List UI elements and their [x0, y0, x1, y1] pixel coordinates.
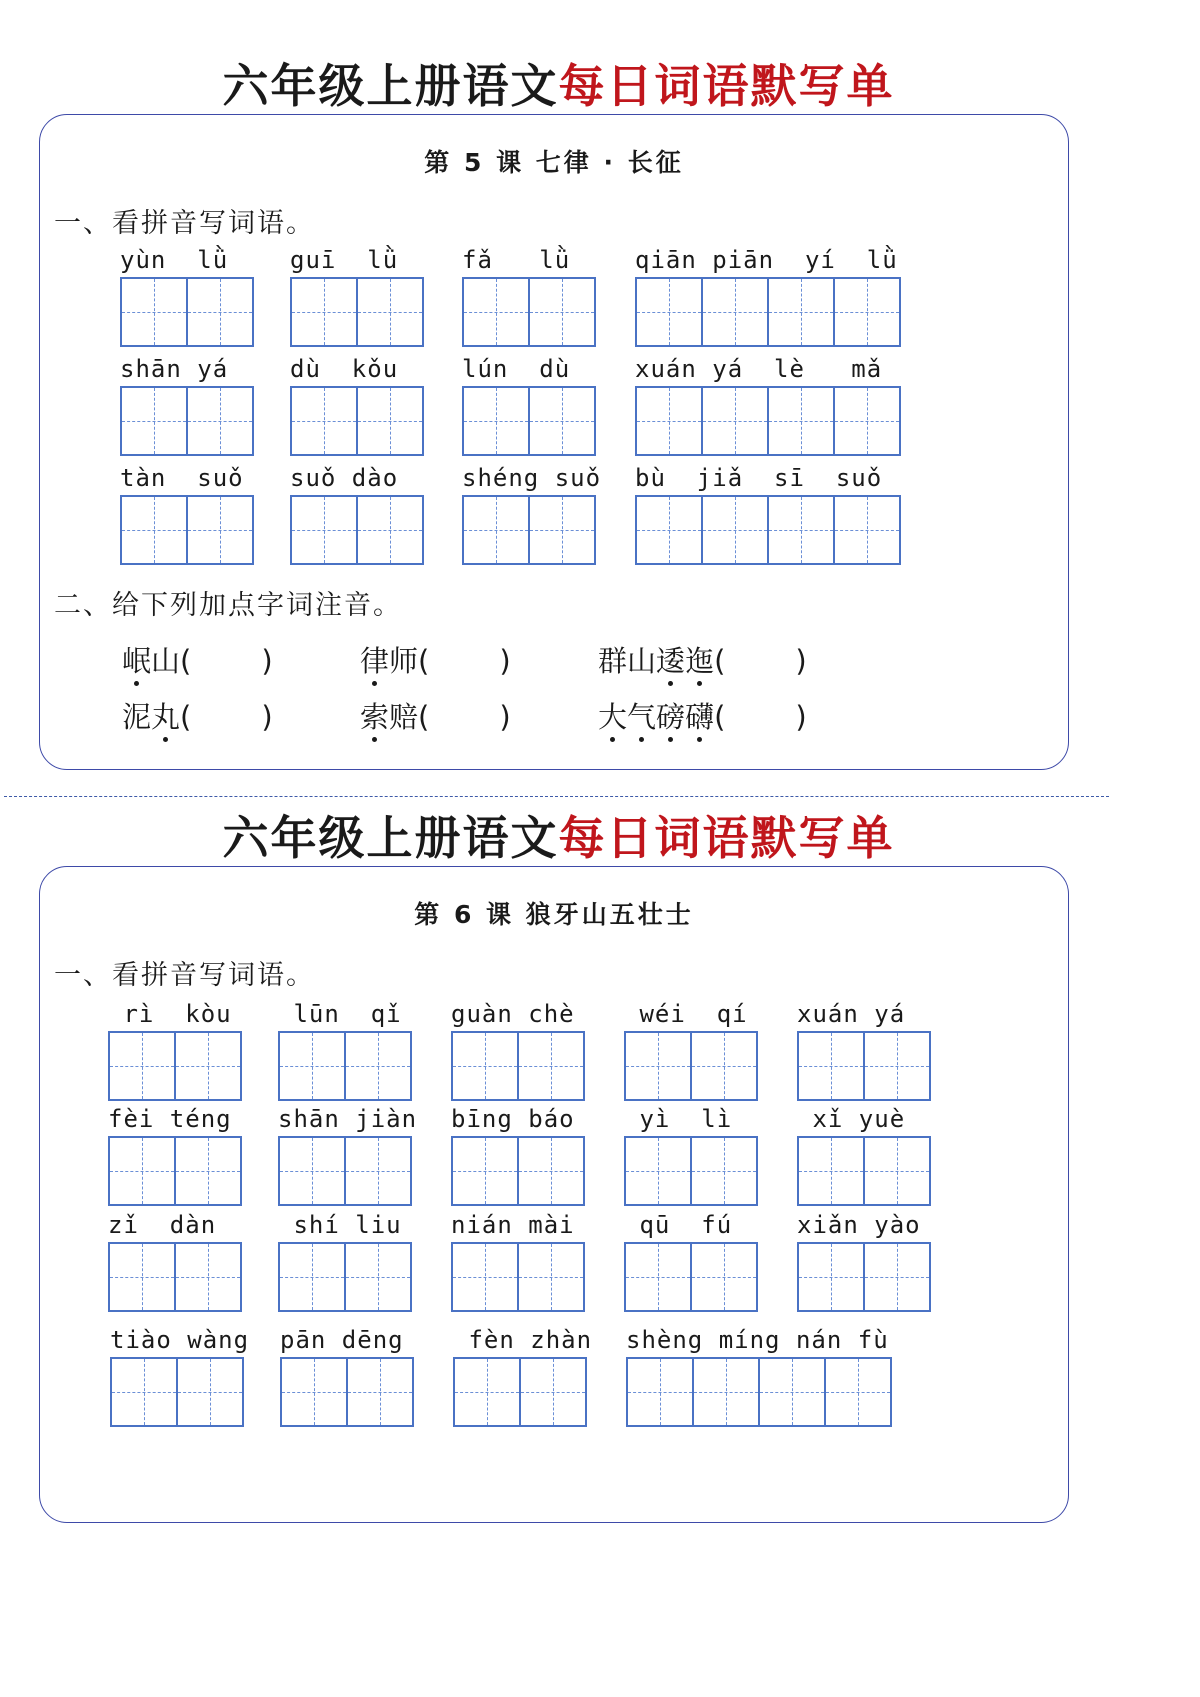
writing-cell[interactable]: [344, 1242, 412, 1312]
character: 山: [151, 644, 181, 678]
writing-cell[interactable]: [174, 1031, 242, 1101]
pinyin-label: shān jiàn: [278, 1105, 418, 1133]
paren-close: ): [499, 644, 511, 678]
pinyin-label: qiān piān yí lǜ: [635, 246, 898, 274]
writing-cell[interactable]: [626, 1357, 694, 1427]
writing-cell[interactable]: [690, 1136, 758, 1206]
title-black-text: 六年级上册语文: [222, 59, 559, 113]
writing-cell[interactable]: [344, 1031, 412, 1101]
writing-cell[interactable]: [344, 1136, 412, 1206]
writing-cell[interactable]: [833, 386, 901, 456]
writing-cell[interactable]: [528, 495, 596, 565]
title-black-text: 六年级上册语文: [222, 811, 559, 865]
writing-cell[interactable]: [833, 495, 901, 565]
writing-cell[interactable]: [624, 1031, 692, 1101]
writing-cell[interactable]: [701, 495, 769, 565]
writing-cell[interactable]: [635, 495, 703, 565]
writing-cell[interactable]: [690, 1031, 758, 1101]
writing-cell[interactable]: [108, 1136, 176, 1206]
writing-cell[interactable]: [174, 1242, 242, 1312]
worksheet-panel-lesson-6: [39, 866, 1069, 1523]
writing-cell[interactable]: [635, 277, 703, 347]
lesson-title: 第 6 课 狼牙山五壮士: [414, 900, 694, 929]
writing-cell[interactable]: [863, 1136, 931, 1206]
writing-cell[interactable]: [278, 1136, 346, 1206]
writing-cell[interactable]: [346, 1357, 414, 1427]
paren-open: (: [714, 700, 726, 734]
writing-grid: [797, 1136, 929, 1206]
dotted-character: 丸: [151, 695, 180, 736]
pinyin-label: tàn suǒ: [120, 464, 244, 492]
paren-open: (: [418, 700, 430, 734]
writing-cell[interactable]: [451, 1031, 519, 1101]
writing-cell[interactable]: [767, 386, 835, 456]
writing-grid: [290, 277, 422, 347]
pinyin-label: fèi téng: [108, 1105, 232, 1133]
writing-cell[interactable]: [797, 1031, 865, 1101]
writing-cell[interactable]: [356, 495, 424, 565]
writing-cell[interactable]: [797, 1242, 865, 1312]
writing-cell[interactable]: [624, 1242, 692, 1312]
writing-grid: [278, 1242, 410, 1312]
character: 泥: [122, 700, 152, 734]
writing-cell[interactable]: [186, 277, 254, 347]
writing-grid: [462, 495, 594, 565]
writing-cell[interactable]: [120, 277, 188, 347]
pinyin-label: pān dēng: [280, 1326, 404, 1354]
writing-grid: [624, 1242, 756, 1312]
pinyin-label: shí liu: [278, 1211, 402, 1239]
character: 群: [598, 644, 628, 678]
pinyin-label: yùn lǜ: [120, 246, 229, 274]
writing-cell[interactable]: [462, 495, 530, 565]
writing-cell[interactable]: [692, 1357, 760, 1427]
writing-grid: [451, 1031, 583, 1101]
writing-grid: [451, 1242, 583, 1312]
pinyin-label: zǐ dàn: [108, 1211, 217, 1239]
phonetic-item: [598, 695, 807, 736]
phonetic-item: [360, 639, 511, 680]
pinyin-label: qū fú: [624, 1211, 733, 1239]
writing-cell[interactable]: [280, 1357, 348, 1427]
pinyin-label: fèn zhàn: [453, 1326, 593, 1354]
writing-cell[interactable]: [278, 1242, 346, 1312]
page-title: [0, 50, 1117, 116]
phonetic-item: [360, 695, 511, 736]
section-pinyin-writing-title: 一、看拼音写词语。: [54, 960, 315, 991]
writing-cell[interactable]: [624, 1136, 692, 1206]
phonetic-item: [122, 695, 273, 736]
writing-cell[interactable]: [701, 277, 769, 347]
writing-cell[interactable]: [356, 277, 424, 347]
writing-grid: [120, 495, 252, 565]
character: 山: [627, 644, 657, 678]
writing-cell[interactable]: [528, 386, 596, 456]
pinyin-label: guàn chè: [451, 1000, 575, 1028]
writing-grid: [278, 1031, 410, 1101]
section-pinyin-writing-title: 一、看拼音写词语。: [54, 208, 315, 239]
pinyin-label: xuán yá lè mǎ: [635, 355, 883, 383]
writing-grid: [624, 1031, 756, 1101]
writing-cell[interactable]: [701, 386, 769, 456]
writing-cell[interactable]: [517, 1031, 585, 1101]
writing-cell[interactable]: [120, 386, 188, 456]
writing-cell[interactable]: [176, 1357, 244, 1427]
pinyin-label: xiǎn yào: [797, 1211, 921, 1239]
writing-grid: [635, 277, 899, 347]
paren-open: (: [418, 644, 430, 678]
dotted-character: 磅: [656, 695, 685, 736]
paren-close: ): [261, 644, 273, 678]
writing-grid: [624, 1136, 756, 1206]
writing-grid: [626, 1357, 890, 1427]
writing-cell[interactable]: [108, 1031, 176, 1101]
pinyin-label: tiào wàng: [110, 1326, 250, 1354]
writing-cell[interactable]: [824, 1357, 892, 1427]
writing-grid: [453, 1357, 585, 1427]
pinyin-label: bù jiǎ sī suǒ: [635, 464, 883, 492]
writing-grid: [635, 495, 899, 565]
writing-cell[interactable]: [833, 277, 901, 347]
writing-cell[interactable]: [174, 1136, 242, 1206]
writing-cell[interactable]: [451, 1242, 519, 1312]
writing-cell[interactable]: [517, 1136, 585, 1206]
writing-cell[interactable]: [767, 495, 835, 565]
paren-close: ): [499, 700, 511, 734]
writing-grid: [797, 1031, 929, 1101]
pinyin-label: nián mài: [451, 1211, 575, 1239]
pinyin-label: xuán yá: [797, 1000, 906, 1028]
writing-grid: [290, 495, 422, 565]
writing-cell[interactable]: [863, 1031, 931, 1101]
pinyin-label: shèng míng nán fù: [626, 1326, 889, 1354]
writing-grid: [280, 1357, 412, 1427]
writing-grid: [451, 1136, 583, 1206]
worksheet-panel-lesson-5: [39, 114, 1069, 770]
writing-cell[interactable]: [120, 495, 188, 565]
writing-cell[interactable]: [186, 495, 254, 565]
pinyin-label: suǒ dào: [290, 464, 399, 492]
writing-cell[interactable]: [356, 386, 424, 456]
writing-cell[interactable]: [453, 1357, 521, 1427]
dotted-character: 索: [360, 695, 389, 736]
section-phonetic-title: 二、给下列加点字词注音。: [54, 590, 402, 621]
pinyin-label: yì lì: [624, 1105, 733, 1133]
writing-grid: [120, 277, 252, 347]
writing-cell[interactable]: [462, 386, 530, 456]
paren-close: ): [261, 700, 273, 734]
paren-close: ): [795, 700, 807, 734]
dotted-character: 迤: [685, 639, 714, 680]
phonetic-item: [122, 639, 273, 680]
writing-cell[interactable]: [108, 1242, 176, 1312]
pinyin-label: fǎ lǜ: [462, 246, 571, 274]
writing-grid: [462, 386, 594, 456]
paren-close: ): [795, 644, 807, 678]
pinyin-label: bīng báo: [451, 1105, 575, 1133]
dotted-character: 大: [598, 695, 627, 736]
character: 赔: [389, 700, 419, 734]
pinyin-label: dù kǒu: [290, 355, 399, 383]
writing-cell[interactable]: [451, 1136, 519, 1206]
writing-cell[interactable]: [863, 1242, 931, 1312]
writing-grid: [108, 1242, 240, 1312]
dotted-character: 逶: [656, 639, 685, 680]
writing-cell[interactable]: [690, 1242, 758, 1312]
dotted-character: 礴: [685, 695, 714, 736]
character: 师: [389, 644, 419, 678]
pinyin-label: lūn qǐ: [278, 1000, 402, 1028]
dotted-character: 律: [360, 639, 389, 680]
pinyin-label: rì kòu: [108, 1000, 232, 1028]
pinyin-label: shān yá: [120, 355, 229, 383]
writing-grid: [635, 386, 899, 456]
writing-cell[interactable]: [290, 495, 358, 565]
pinyin-label: xǐ yuè: [797, 1105, 906, 1133]
writing-cell[interactable]: [767, 277, 835, 347]
writing-cell[interactable]: [758, 1357, 826, 1427]
title-red-text: 每日词语默写单: [558, 811, 895, 865]
paren-open: (: [180, 700, 192, 734]
paren-open: (: [714, 644, 726, 678]
page-title-2: [0, 802, 1117, 868]
dotted-character: 岷: [122, 639, 151, 680]
writing-grid: [108, 1136, 240, 1206]
writing-grid: [108, 1031, 240, 1101]
writing-grid: [278, 1136, 410, 1206]
cut-line: [4, 796, 1109, 797]
writing-grid: [462, 277, 594, 347]
writing-cell[interactable]: [517, 1242, 585, 1312]
writing-cell[interactable]: [290, 277, 358, 347]
paren-open: (: [180, 644, 192, 678]
pinyin-label: lún dù: [462, 355, 571, 383]
writing-cell[interactable]: [110, 1357, 178, 1427]
pinyin-label: guī lǜ: [290, 246, 399, 274]
writing-cell[interactable]: [797, 1136, 865, 1206]
writing-cell[interactable]: [519, 1357, 587, 1427]
writing-cell[interactable]: [278, 1031, 346, 1101]
pinyin-label: wéi qí: [624, 1000, 748, 1028]
writing-cell[interactable]: [462, 277, 530, 347]
writing-grid: [290, 386, 422, 456]
dotted-character: 气: [627, 695, 656, 736]
title-red-text: 每日词语默写单: [558, 59, 895, 113]
writing-cell[interactable]: [186, 386, 254, 456]
writing-grid: [110, 1357, 242, 1427]
writing-cell[interactable]: [290, 386, 358, 456]
lesson-title: 第 5 课 七律 · 长征: [424, 148, 684, 177]
writing-grid: [120, 386, 252, 456]
writing-cell[interactable]: [635, 386, 703, 456]
writing-grid: [797, 1242, 929, 1312]
writing-cell[interactable]: [528, 277, 596, 347]
pinyin-label: shéng suǒ: [462, 464, 602, 492]
phonetic-item: [598, 639, 807, 680]
